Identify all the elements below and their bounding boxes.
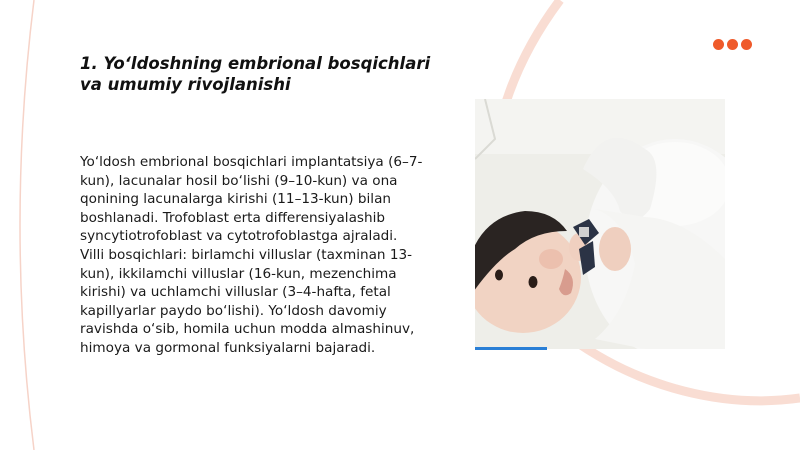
slide-title: 1. Yo‘ldoshning embrional bosqichlari va umumiy rivojlanishi	[80, 54, 431, 94]
slide-body-text: Yo‘ldosh embrional bosqichlari implantatsiya (6–7-kun), lacunalar hosil bo‘lishi (9–10-kun) va ona qonining lacunalarga kirishi (11–13-kun) bilan boshlanadi. Trofoblast erta differensiyalashib syncytiotrofoblast va cytotrofoblastga ajraladi. Villi bosqichlari: birlamchi villuslar (taxminan 13-kun), ikkilamchi villuslar (16-kun, mezenchima kirishi) va uchlamchi villuslar (3–4-hafta, fetal kapillyarlar paydo bo‘lishi). Yo‘ldosh davomiy ravishda o‘sib, homila uchun modda almashinuv, himoya va gormonal funksiyalarni bajaradi.	[80, 154, 423, 356]
decorative-dots	[713, 39, 757, 51]
left-arc	[20, 0, 34, 450]
dot-icon	[727, 39, 738, 50]
dot-icon	[713, 39, 724, 50]
baby-illustration	[475, 99, 725, 349]
dot-icon	[741, 39, 752, 50]
baby-photo	[475, 99, 725, 349]
photo-accent-bar	[475, 347, 547, 350]
